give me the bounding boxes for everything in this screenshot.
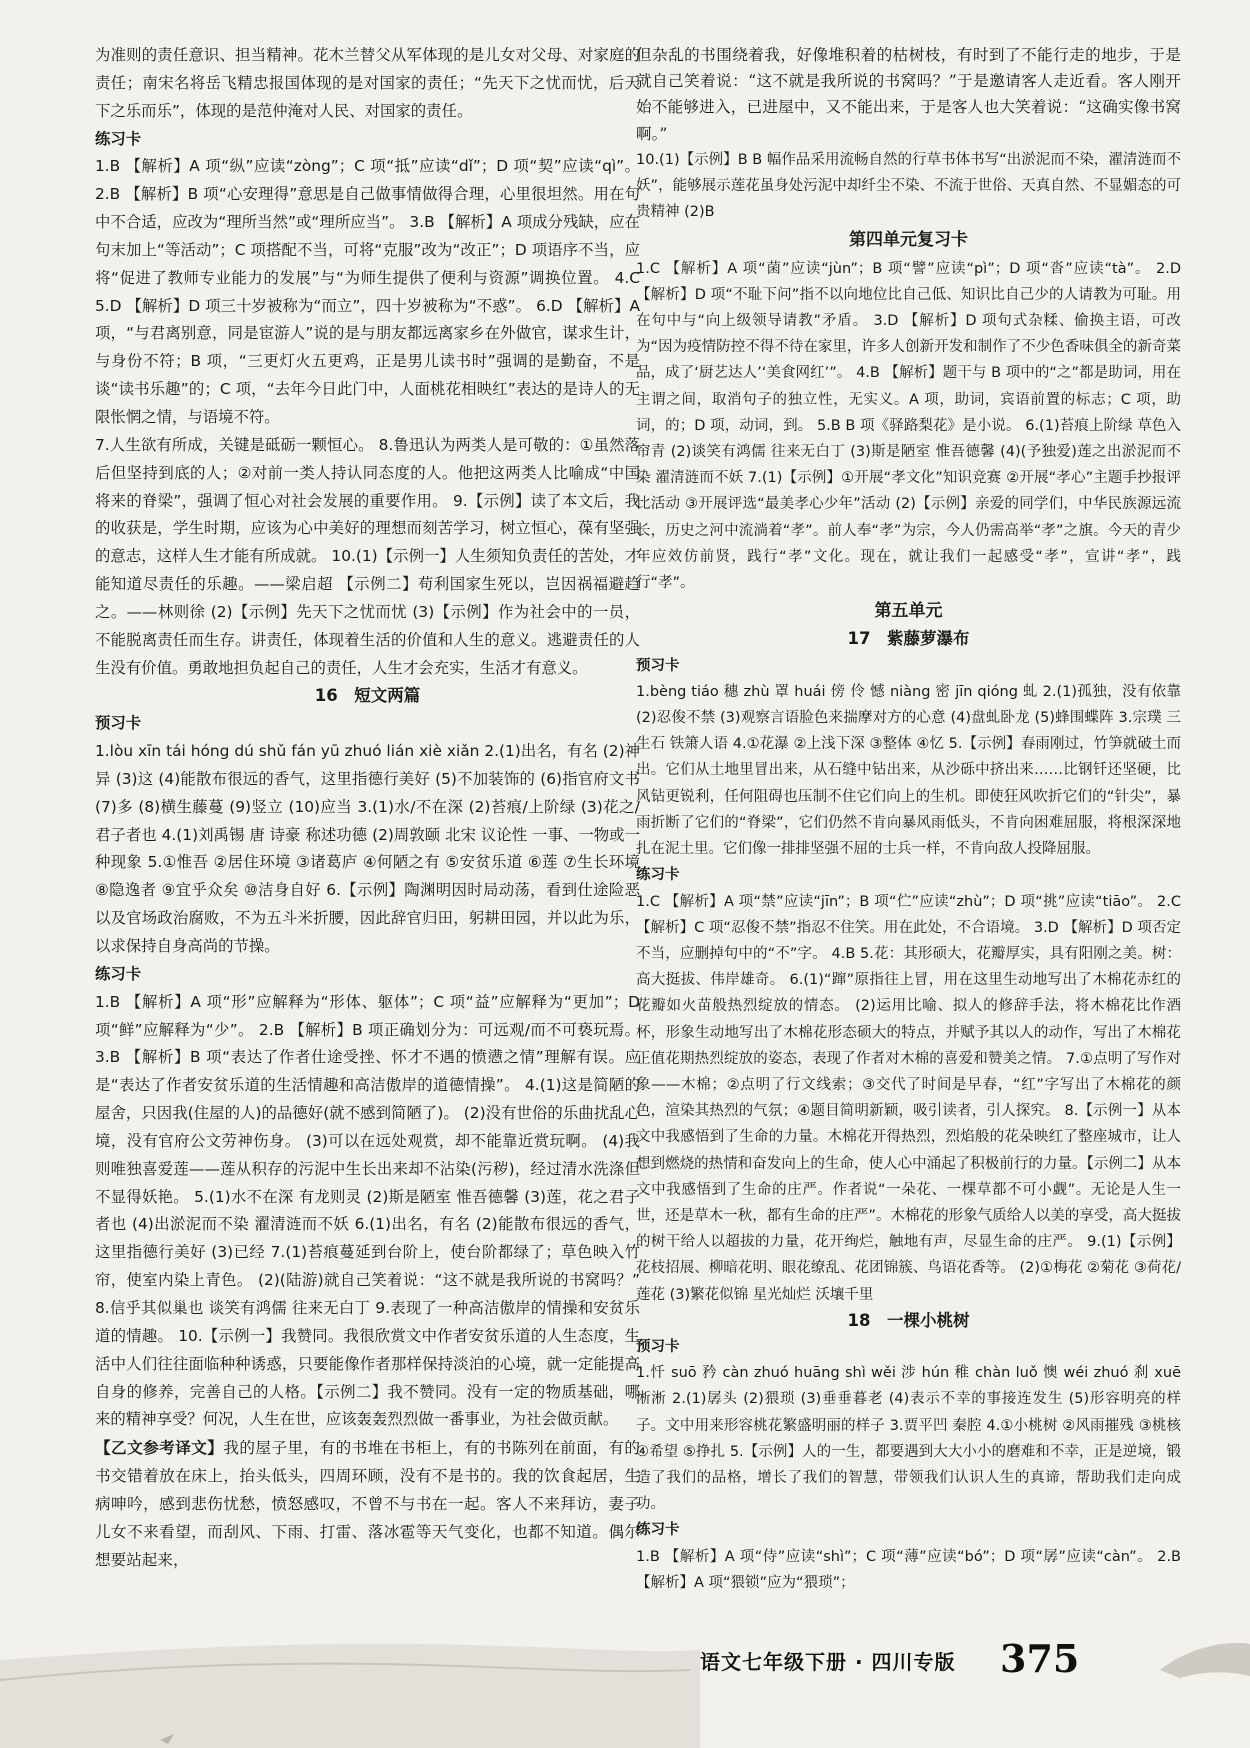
page-footer <box>0 1636 1250 1748</box>
section-heading: 练习卡 <box>95 964 142 983</box>
translation-text: 我的屋子里，有的书堆在书柜上，有的书陈列在前面，有的书交错着放在床上，抬头低头，四周环顾，没有不是书的。我的饮食起居，生病呻吟，感到悲伤忧愁，愤怒感叹，不曾不与书在一起。客人不来拜访，妻子儿女不来看望，而刮风、下雨、打雷、落冰雹等天气变化，也都不知道。偶尔想要站起来， <box>95 1439 640 1569</box>
answer-paragraph: 1.lòu xīn tái hóng dú shǔ fán yū zhuó lián xiè xiǎn 2.(1)出名，有名 (2)神异 (3)这 (4)能散布很远的香气，这里指德行美好 (5)不加装饰的 (6)指官府文书 (7)多 (8)横生藤蔓 (9)竖立 (10)应当 3.(1)水/不在深 (2)苔痕/上阶绿 (3)花之/君子者也 4.(1)刘禹锡 唐 诗豪 称述功德 (2)周敦颐 北宋 议论性 一事、一物或一种现象 5.①惟吾 ②居住环境 ③诸葛庐 ④何陋之有 ⑤安贫乐道 ⑥莲 ⑦生长环境 ⑧隐逸者 ⑨宜乎众矣 ⑩洁身自好 6.【示例】陶渊明因时局动荡，看到仕途险恶以及官场政治腐败，不为五斗米折腰，因此辞官归田，躬耕田园，并以此为乐，以求保持自身高尚的节操。 <box>95 742 640 955</box>
lesson-title: 16 短文两篇 <box>314 686 421 706</box>
answer-paragraph: 1.B 【解析】A 项“纵”应读“zòng”；C 项“抵”应读“dǐ”；D 项“契”应读“qì”。 2.B 【解析】B 项“心安理得”意思是自己做事情做得合理，心里很坦然。用在句中不合适，应改为“理所当然”或“理所应当”。 3.B 【解析】A 项成分残缺，应在句末加上“等活动”；C 项搭配不当，可将“克服”改为“改正”；D 项语序不当，应将“促进了教师专业能力的发展”与“为师生提供了便利与资源”调换位置。 4.C 5.D 【解析】D 项三十岁被称为“而立”，四十岁被称为“不惑”。 6.D 【解析】A 项，“与君离别意，同是宦游人”说的是与朋友都远离家乡在外做官，谋求生计，与身份不符；B 项，“三更灯火五更鸡，正是男儿读书时”强调的是勤奋，不是谈“读书乐趣”的；C 项，“去年今日此门中，人面桃花相映红”表达的是诗人的无限怅惘之情，与语境不符。 <box>95 157 640 426</box>
answer-paragraph: 为准则的责任意识、担当精神。花木兰替父从军体现的是儿女对父母、对家庭的责任；南宋名将岳飞精忠报国体现的是对国家的责任；“先天下之忧而忧，后天下之乐而乐”，体现的是范仲淹对人民、对国家的责任。 <box>95 46 640 120</box>
page-number: 375 <box>1000 1636 1080 1681</box>
section-heading: 练习卡 <box>95 129 142 148</box>
section-heading: 练习卡 <box>636 1522 680 1539</box>
lesson-title: 18 一棵小桃树 <box>847 1310 970 1330</box>
translation-label: 【乙文参考译文】 <box>95 1438 224 1458</box>
translation-text: 但杂乱的书围绕着我，好像堆积着的枯树枝，有时到了不能行走的地步，于是就自己笑着说：“这不就是我所说的书窝吗？”于是邀请客人走近看。客人刚开始不能够进入，已进屋中，又不能出来，于是客人也大笑着说：“这确实像书窝啊。” <box>636 46 1181 143</box>
answer-paragraph: 1.C 【解析】A 项“菌”应读“jùn”；B 项“譬”应读“pì”；D 项“沓”应读“tà”。 2.D 【解析】D 项“不耻下问”指不以向地位比自己低、知识比自己少的人请教为可耻。用在句中与“向上级领导请教”矛盾。 3.D 【解析】D 项句式杂糅、偷换主语，可改为“因为疫情防控不得不待在家里，许多人创新开发和制作了不少色香味俱全的新奇菜品，成了‘厨艺达人’‘美食网红’”。 4.B 【解析】题干与 B 项中的“之”都是助词，用在主谓之间，取消句子的独立性，无实义。A 项，助词，宾语前置的标志；C 项，助词，的；D 项，动词，到。 5.B B 项《驿路梨花》是小说。 6.(1)苔痕上阶绿 草色入帘青 (2)谈笑有鸿儒 往来无白丁 (3)斯是陋室 惟吾德馨 (4)(予独爱)莲之出淤泥而不染 濯清涟而不妖 7.(1)【示例】①开展“孝文化”知识竞赛 ②开展“孝心”主题手抄报评比活动 ③开展评选“最美孝心少年”活动 (2)【示例】亲爱的同学们，中华民族源远流长，历史之河中流淌着“孝”。前人奉“孝”为宗，今人仍需高举“孝”之旗。今天的青少年应效仿前贤，践行“孝”文化。现在，就让我们一起感受“孝”，宣讲“孝”，践行“孝”。 <box>636 260 1181 592</box>
section-heading: 预习卡 <box>95 714 142 733</box>
answer-paragraph: 1.C 【解析】A 项“禁”应读“jīn”；B 项“伫”应读“zhù”；D 项“挑”应读“tiāo”。 2.C 【解析】C 项“忍俊不禁”指忍不住笑。用在此处，不合语境。 3.D 【解析】D 项否定不当，应删掉句中的“不”字。 4.B 5.花：其形硕大，花瓣厚实，具有阳刚之美。树：高大挺拔、伟岸雄奇。 6.(1)“蹿”原指往上冒，用在这里生动地写出了木棉花赤红的花瓣如火苗般热烈绽放的情态。 (2)运用比喻、拟人的修辞手法，将木棉花比作酒杯，形象生动地写出了木棉花形态硕大的特点，并赋予其以人的动作，写出了木棉花正值花期热烈绽放的姿态，表现了作者对木棉的喜爱和赞美之情。 7.①点明了写作对象——木棉；②点明了行文线索；③交代了时间是早春，“红”字写出了木棉花的颜色，渲染其热烈的气氛；④题目简明新颖，吸引读者，引人探究。 8.【示例一】从本文中我感悟到了生命的力量。木棉花开得热烈，烈焰般的花朵映红了整座城市，让人想到燃烧的热情和奋发向上的生命，使人心中涌起了积极前行的力量。【示例二】从本文中我感悟到了生命的庄严。作者说“一朵花、一棵草都不可小觑”。无论是人生一世，还是草木一秋，都有生命的庄严”。木棉花的形象气质给人以美的享受，高大挺拔的树干给人以超拔的力量，花开绚烂，触地有声，尽显生命的庄严。 9.(1)【示例】花枝招展、柳暗花明、眼花缭乱、花团锦簇、鸟语花香等。 (2)①梅花 ②菊花 ③荷花/莲花 (3)繁花似锦 星光灿烂 沃壤千里 <box>636 893 1181 1303</box>
lesson-title: 17 紫藤萝瀑布 <box>847 629 970 649</box>
section-heading: 预习卡 <box>636 1338 680 1355</box>
book-title: 语文七年级下册 · 四川专版 <box>700 1650 956 1674</box>
unit-title: 第五单元 <box>874 601 943 622</box>
right-column <box>636 42 1181 1596</box>
section-heading: 预习卡 <box>636 657 680 674</box>
unit-title: 第四单元复习卡 <box>849 230 968 251</box>
answer-paragraph: 7.人生欲有所成，关键是砥砺一颗恒心。 8.鲁迅认为两类人是可敬的：①虽然落后但坚持到底的人；②对前一类人持认同态度的人。他把这两类人比喻成“中国将来的脊梁”，强调了恒心对社会发展的重要作用。 9.【示例】读了本文后，我的收获是，学生时期，应该为心中美好的理想而刻苦学习，树立恒心，葆有坚强的意志，这样人生才能有所成就。 10.(1)【示例一】人生须知负责任的苦处，才能知道尽责任的乐趣。——梁启超 【示例二】苟利国家生死以，岂因祸福避趋之。——林则徐 (2)【示例】先天下之忧而忧 (3)【示例】作为社会中的一员，不能脱离责任而生存。讲责任，体现着生活的价值和人生的意义。逃避责任的人生没有价值。勇敢地担负起自己的责任，人生才会充实，生活才有意义。 <box>95 435 640 677</box>
answer-paragraph: 1.B 【解析】A 项“形”应解释为“形体、躯体”；C 项“益”应解释为“更加”；D 项“鲜”应解释为“少”。 2.B 【解析】B 项正确划分为：可远观/而不可亵玩焉。 3.B 【解析】B 项“表达了作者仕途受挫、怀才不遇的愤懑之情”理解有误。应是“表达了作者安贫乐道的生活情趣和高洁傲岸的道德情操”。 4.(1)这是简陋的屋舍，只因我(住屋的人)的品德好(就不感到简陋了)。 (2)没有世俗的乐曲扰乱心境，没有官府公文劳神伤身。 (3)可以在远处观赏，却不能靠近赏玩啊。 (4)我则唯独喜爱莲——莲从积存的污泥中生长出来却不沾染(污秽)，经过清水洗涤但不显得妖艳。 5.(1)水不在深 有龙则灵 (2)斯是陋室 惟吾德馨 (3)莲，花之君子者也 (4)出淤泥而不染 濯清涟而不妖 6.(1)出名，有名 (2)能散布很远的香气，这里指德行美好 (3)已经 7.(1)苔痕蔓延到台阶上，使台阶都绿了；草色映入竹帘，使室内染上青色。 (2)(陆游)就自己笑着说：“这不就是我所说的书窝吗？” 8.信乎其似巢也 谈笑有鸿儒 往来无白丁 9.表现了一种高洁傲岸的情操和安贫乐道的情趣。 10.【示例一】我赞同。我很欣赏文中作者安贫乐道的人生态度，生活中人们往往面临种种诱惑，只要能像作者那样保持淡泊的心境，就一定能提高自身的修养，完善自己的人格。【示例二】我不赞同。没有一定的物质基础，哪来的精神享受？何况，人生在世，应该轰轰烈烈做一番事业，为社会做贡献。 <box>95 992 640 1429</box>
translation-paragraph <box>636 42 1181 147</box>
answer-paragraph: 1.B 【解析】A 项“侍”应读“shì”；C 项“薄”应读“bó”；D 项“孱”应读“càn”。 2.B 【解析】A 项“猥锁”应为“猥琐”； <box>636 1548 1181 1591</box>
answer-paragraph: 1.bèng tiáo 穗 zhù 罩 huái 傍 伶 憾 niàng 密 jīn qióng 虬 2.(1)孤独，没有依靠 (2)忍俊不禁 (3)观察言语脸色来揣摩对方的心意 (4)盘虬卧龙 (5)蜂围蝶阵 3.宗璞 三生石 铁箫人语 4.①花瀑 ②上浅下深 ③整体 ④忆 5.【示例】春雨刚过，竹笋就破土而出。它们从土地里冒出来，从石缝中钻出来，从沙砾中挤出来……比钢钎还坚硬，比风钻更锐利，任何阻碍也压制不住它们向上的生机。即使狂风吹折它们的“针尖”，暴雨折断了它们的“脊梁”，它们仍然不肯向暴风雨低头，不肯向困难屈服，将根深深地扎在泥土里。它们像一排排坚强不屈的士兵一样，不肯向敌人投降屈服。 <box>636 683 1181 858</box>
answer-paragraph: 1.忏 suō 矜 càn zhuó huāng shì wěi 涉 hún 稚 chàn luǒ 懊 wéi zhuó 刹 xuē 淅淅 2.(1)孱头 (2)猥琐 (3)垂垂暮老 (4)表示不幸的事接连发生 (5)形容明亮的样子。文中用来形容桃花繁盛明丽的样子 3.贾平凹 秦腔 4.①小桃树 ②风雨摧残 ③桃核 ④希望 ⑤挣扎 5.【示例】人的一生，都要遇到大大小小的磨难和不幸，正是逆境，锻造了我们的品格，增长了我们的智慧，带领我们认识人生的真谛，帮助我们走向成功。 <box>636 1365 1181 1513</box>
answer-paragraph: 10.(1)【示例】B B 幅作品采用流畅自然的行草书体书写“出淤泥而不染，濯清涟而不妖”，能够展示莲花虽身处污泥中却纤尘不染、不流于世俗、天真自然、不显媚态的可贵精神 (2)B <box>636 151 1181 221</box>
left-column <box>95 42 640 1574</box>
section-heading: 练习卡 <box>636 867 680 884</box>
translation-paragraph <box>95 1434 640 1574</box>
